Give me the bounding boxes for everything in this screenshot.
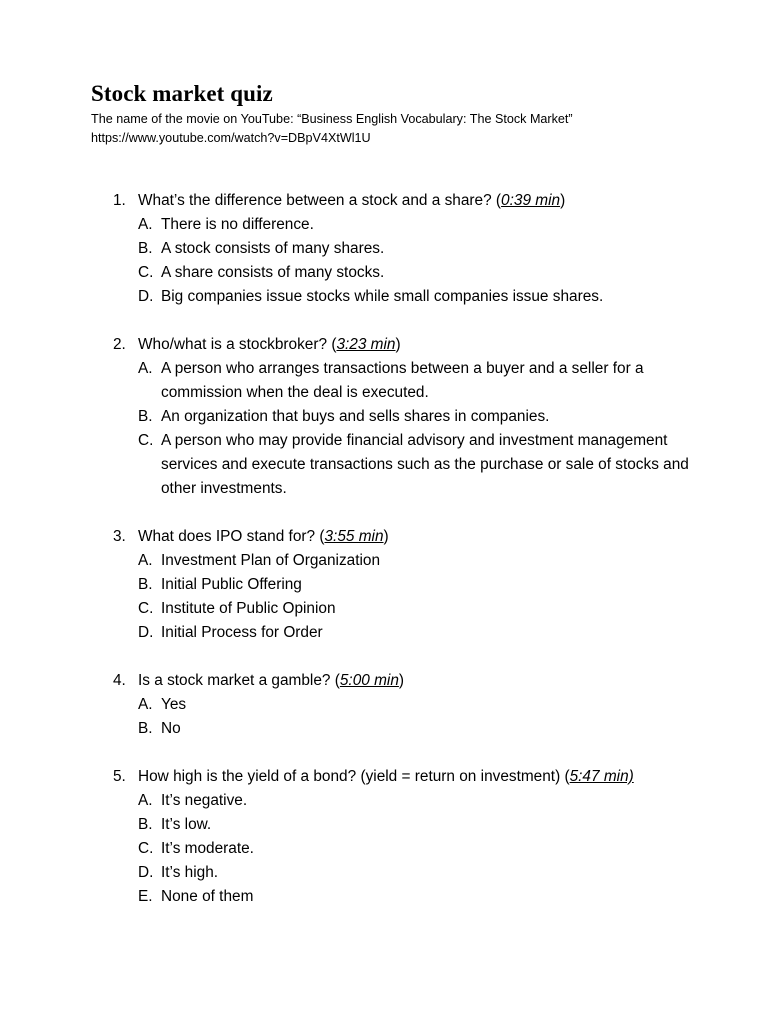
answer-options (138, 789, 713, 909)
timestamp: 5:47 min) (569, 768, 634, 785)
answer-options (138, 549, 713, 645)
answer-option (138, 861, 713, 885)
option-text: No (161, 720, 181, 737)
answer-options (138, 213, 713, 309)
option-text: It’s negative. (161, 792, 248, 809)
answer-option (138, 213, 713, 237)
option-letter: D. (138, 288, 154, 305)
answer-option (138, 357, 713, 405)
option-letter: A. (138, 552, 153, 569)
question-text: What does IPO stand for? (3:55 min) (138, 528, 389, 545)
question-number: 4. (113, 672, 126, 689)
option-letter: B. (138, 720, 153, 737)
answer-option (138, 789, 713, 813)
answer-option (138, 429, 713, 501)
question-number: 5. (113, 768, 126, 785)
answer-options (138, 693, 713, 741)
option-letter: E. (138, 888, 153, 905)
option-text: It’s high. (161, 864, 219, 881)
option-text: None of them (161, 888, 254, 905)
answer-option (138, 285, 713, 309)
option-text: It’s low. (161, 816, 212, 833)
answer-option (138, 237, 713, 261)
option-letter: B. (138, 240, 153, 257)
option-text: Big companies issue stocks while small companies issue shares. (161, 288, 604, 305)
video-url: https://www.youtube.com/watch?v=DBpV4XtWl1U (91, 131, 371, 145)
movie-name-line: The name of the movie on YouTube: “Business English Vocabulary: The Stock Market” (91, 112, 573, 126)
option-text: There is no difference. (161, 216, 314, 233)
question-3 (113, 525, 713, 645)
option-text: A person who arranges transactions between a buyer and a seller for a commission when the deal is executed. (161, 360, 644, 401)
option-letter: A. (138, 360, 153, 377)
page-title: Stock market quiz (91, 81, 273, 106)
question-number: 3. (113, 528, 126, 545)
answer-option (138, 405, 713, 429)
option-text: A stock consists of many shares. (161, 240, 385, 257)
question-number: 1. (113, 192, 126, 209)
option-letter: B. (138, 816, 153, 833)
option-letter: C. (138, 840, 154, 857)
option-text: Yes (161, 696, 187, 713)
answer-option (138, 261, 713, 285)
question-1 (113, 189, 713, 309)
timestamp: 0:39 min (501, 192, 561, 209)
question-list (113, 189, 713, 933)
answer-option (138, 693, 713, 717)
option-letter: D. (138, 864, 154, 881)
answer-option (138, 597, 713, 621)
option-letter: B. (138, 576, 153, 593)
option-letter: C. (138, 264, 154, 281)
option-text: A person who may provide financial advisory and investment management services and execute transactions such as the purchase or sale of stocks and other investments. (161, 432, 689, 497)
question-text: How high is the yield of a bond? (yield = return on investment) (5:47 min) (138, 768, 634, 785)
option-text: An organization that buys and sells shares in companies. (161, 408, 550, 425)
option-text: It’s moderate. (161, 840, 254, 857)
option-letter: A. (138, 792, 153, 809)
answer-option (138, 813, 713, 837)
answer-option (138, 717, 713, 741)
question-number: 2. (113, 336, 126, 353)
question-text: Is a stock market a gamble? (5:00 min) (138, 672, 405, 689)
option-text: Initial Public Offering (161, 576, 302, 593)
timestamp: 3:23 min (336, 336, 396, 353)
question-2 (113, 333, 713, 501)
option-letter: A. (138, 216, 153, 233)
option-text: Initial Process for Order (161, 624, 323, 641)
option-letter: C. (138, 600, 154, 617)
question-5 (113, 765, 713, 909)
question-text: What’s the difference between a stock and a share? (0:39 min) (138, 192, 566, 209)
option-letter: A. (138, 696, 153, 713)
option-text: Investment Plan of Organization (161, 552, 381, 569)
question-text: Who/what is a stockbroker? (3:23 min) (138, 336, 401, 353)
option-letter: D. (138, 624, 154, 641)
answer-option (138, 885, 713, 909)
option-letter: B. (138, 408, 153, 425)
option-letter: C. (138, 432, 154, 449)
timestamp: 5:00 min (339, 672, 399, 689)
timestamp: 3:55 min (324, 528, 384, 545)
answer-option (138, 837, 713, 861)
question-4 (113, 669, 713, 741)
answer-option (138, 573, 713, 597)
answer-option (138, 621, 713, 645)
option-text: A share consists of many stocks. (161, 264, 385, 281)
answer-options (138, 357, 713, 501)
answer-option (138, 549, 713, 573)
option-text: Institute of Public Opinion (161, 600, 336, 617)
